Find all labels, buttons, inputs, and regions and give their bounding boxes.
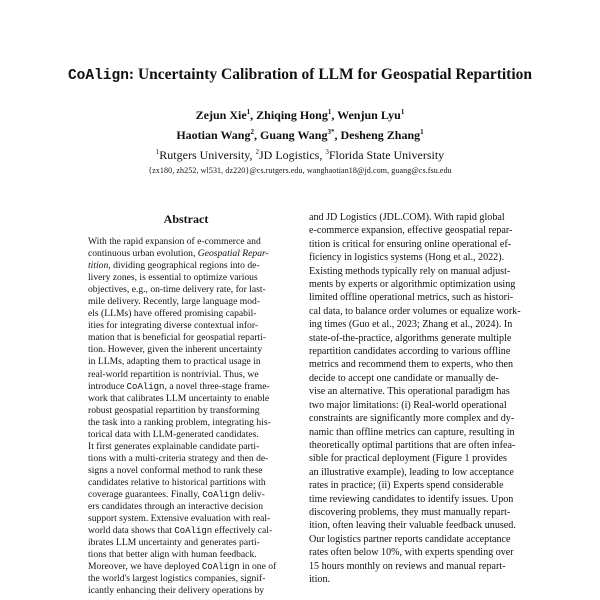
text-line: work that calibrates LLM uncertainty to enable xyxy=(88,392,270,404)
text-line: decide to accept one candidate or manually de- xyxy=(309,372,499,384)
text-line: limited offline operational metrics, such as histori- xyxy=(309,292,514,304)
text-line: robust geospatial repartition by transforming xyxy=(88,404,260,416)
text-line: the world's largest logistics companies, signif- xyxy=(88,573,266,585)
text-line: rates in practice; (ii) Experts spend considerable xyxy=(309,480,504,492)
author-name: Haotian Wang xyxy=(176,128,251,142)
text-line: cal data, to balance order volumes or equalize work- xyxy=(309,305,521,317)
author-affil-mark: 1 xyxy=(420,128,424,136)
author-affil-mark: 1 xyxy=(327,108,332,116)
text-line: mile delivery. Recently, large language mod- xyxy=(88,296,261,308)
text-line: coverage guarantees. Finally, CoAlign deliv- xyxy=(88,488,265,500)
affil-mark: 2 xyxy=(255,148,260,156)
author-name: Wenjun Lyu xyxy=(337,108,401,122)
text-line: tition is critical for ensuring online operational ef- xyxy=(309,238,512,250)
author-list xyxy=(0,104,600,144)
text-line: namic than offline metrics can capture, resulting in xyxy=(309,426,515,438)
text-line: objectives, e.g., on-time delivery rate, for last- xyxy=(88,284,266,296)
text-line: discovering problems, they must manually repart- xyxy=(309,506,511,518)
text-line: It first generates explainable candidate parti- xyxy=(88,440,260,452)
text-line: the task into a ranking problem, integrating his- xyxy=(88,416,271,428)
text-line: theoretically optimal partitions that are often infea- xyxy=(309,439,516,451)
text-line: sible for practical deployment (Figure 1 provides xyxy=(309,453,507,465)
text-line: introduce CoAlign, a novel three-stage frame- xyxy=(88,380,270,392)
title-system-name: CoAlign xyxy=(67,68,129,84)
text-line: in LLMs, adapting them to practical usage in xyxy=(88,356,261,368)
text-line: ing times (Guo et al., 2023; Zhang et al., 2024). In xyxy=(309,319,513,331)
text-line: With the rapid expansion of e-commerce and xyxy=(88,236,261,247)
text-line: Moreover, we have deployed CoAlign in one of xyxy=(88,561,277,573)
text-line: ficiency in logistics systems (Hong et al., 2022). xyxy=(309,252,505,264)
author-line-2: Haotian Wang$^2$, Guang Wang$^{3*}$, Desheng Zhang$^1$ xyxy=(176,128,424,142)
text-line: two major limitations: (i) Real-world operational xyxy=(309,399,507,411)
text-line: ibrates LLM uncertainty and generates parti- xyxy=(88,537,260,549)
author-affil-mark: 2 xyxy=(250,128,254,136)
text-line: continuous urban evolution, Geospatial Repar- xyxy=(88,248,269,260)
author-affil-mark: 3* xyxy=(327,128,335,136)
author-name: Desheng Zhang xyxy=(340,128,421,142)
text-line: constraints are significantly more complex and dy- xyxy=(309,413,515,425)
text-line: mation that is beneficial for geospatial reparti- xyxy=(88,332,266,344)
text-line: time reviewing candidates to identify issues. Upon xyxy=(309,493,514,505)
author-affil-mark: 1 xyxy=(246,108,251,116)
paper-title xyxy=(0,66,600,84)
affil-name: Florida State University xyxy=(328,148,445,162)
text-line: 15 hours monthly on reviews and manual repart- xyxy=(309,560,506,572)
text-line: torical data with LLM-generated candidates. xyxy=(88,428,259,440)
author-line-1: Zejun Xie$^1$, Zhiqing Hong$^1$, Wenjun Lyu$^1$ xyxy=(195,108,405,122)
text-line: ition. xyxy=(309,573,331,585)
text-line: rates often below 10%, with experts spending over xyxy=(309,547,514,559)
text-line: an illustrative example), leading to low acceptance xyxy=(309,466,514,478)
text-line: tions that better align with human feedback. xyxy=(88,549,257,561)
abstract-heading: Abstract xyxy=(163,212,209,226)
text-line: vise an alternative. This operational paradigm has xyxy=(309,386,510,398)
text-line: ition, often leaving their valuable feedback unused. xyxy=(309,520,516,532)
text-line: state-of-the-practice, algorithms generate multiple xyxy=(309,332,512,344)
text-line: Existing methods typically rely on manual adjust- xyxy=(309,265,511,277)
text-line: world data shows that CoAlign effectively cal- xyxy=(88,525,273,537)
text-line: metrics and recommend them to experts, who then xyxy=(309,359,514,371)
author-name: Guang Wang xyxy=(259,128,328,142)
text-line: e-commerce expansion, effective geospatial repar- xyxy=(309,225,513,237)
text-line: signs a novel conformal method to rank these xyxy=(88,464,263,476)
text-line: candidates relative to historical partitions with xyxy=(88,476,266,488)
title-text: : Uncertainty Calibration of LLM for Geospatial Repartition xyxy=(128,66,533,83)
author-affil-mark: 1 xyxy=(400,108,405,116)
text-line: ments by experts or algorithmic optimization using xyxy=(309,279,516,291)
affil-mark: 1 xyxy=(155,148,160,156)
text-line: Our logistics partner reports candidate acceptance xyxy=(309,533,511,545)
intro-body xyxy=(309,211,525,586)
text-line: icantly enhancing their delivery operations by xyxy=(88,585,265,597)
text-line: ers candidates through an interactive decision xyxy=(88,501,264,513)
text-line: real-world repartition is nontrivial. Thus, we xyxy=(88,368,259,380)
author-name: Zhiqing Hong xyxy=(256,108,328,122)
text-line: tition, dividing geographical regions into de- xyxy=(88,260,260,272)
text-line: support system. Extensive evaluation with real- xyxy=(88,513,271,525)
abstract-body xyxy=(88,236,284,597)
text-line: ities for integrating diverse contextual infor- xyxy=(88,320,259,332)
affil-name: JD Logistics, xyxy=(259,148,326,162)
text-line: and JD Logistics (JDL.COM). With rapid global xyxy=(309,212,505,223)
author-emails: {zx180, zh252, wl531, dz220}@cs.rutgers.edu, wanghaotian18@jd.com, guang@cs.fsu.edu xyxy=(148,166,452,175)
author-name: Zejun Xie xyxy=(195,108,247,122)
affiliations xyxy=(0,148,600,163)
text-line: els (LLMs) have offered promising capabil- xyxy=(88,308,257,320)
text-line: tions with a multi-criteria strategy and then de- xyxy=(88,452,269,464)
text-line: livery zones, is essential to optimize various xyxy=(88,272,258,284)
affil-name: Rutgers University, xyxy=(159,148,256,162)
text-line: tion. However, given the inherent uncertainty xyxy=(88,344,263,356)
text-line: repartition candidates according to various offline xyxy=(309,346,511,358)
affil-mark: 3 xyxy=(325,148,329,156)
